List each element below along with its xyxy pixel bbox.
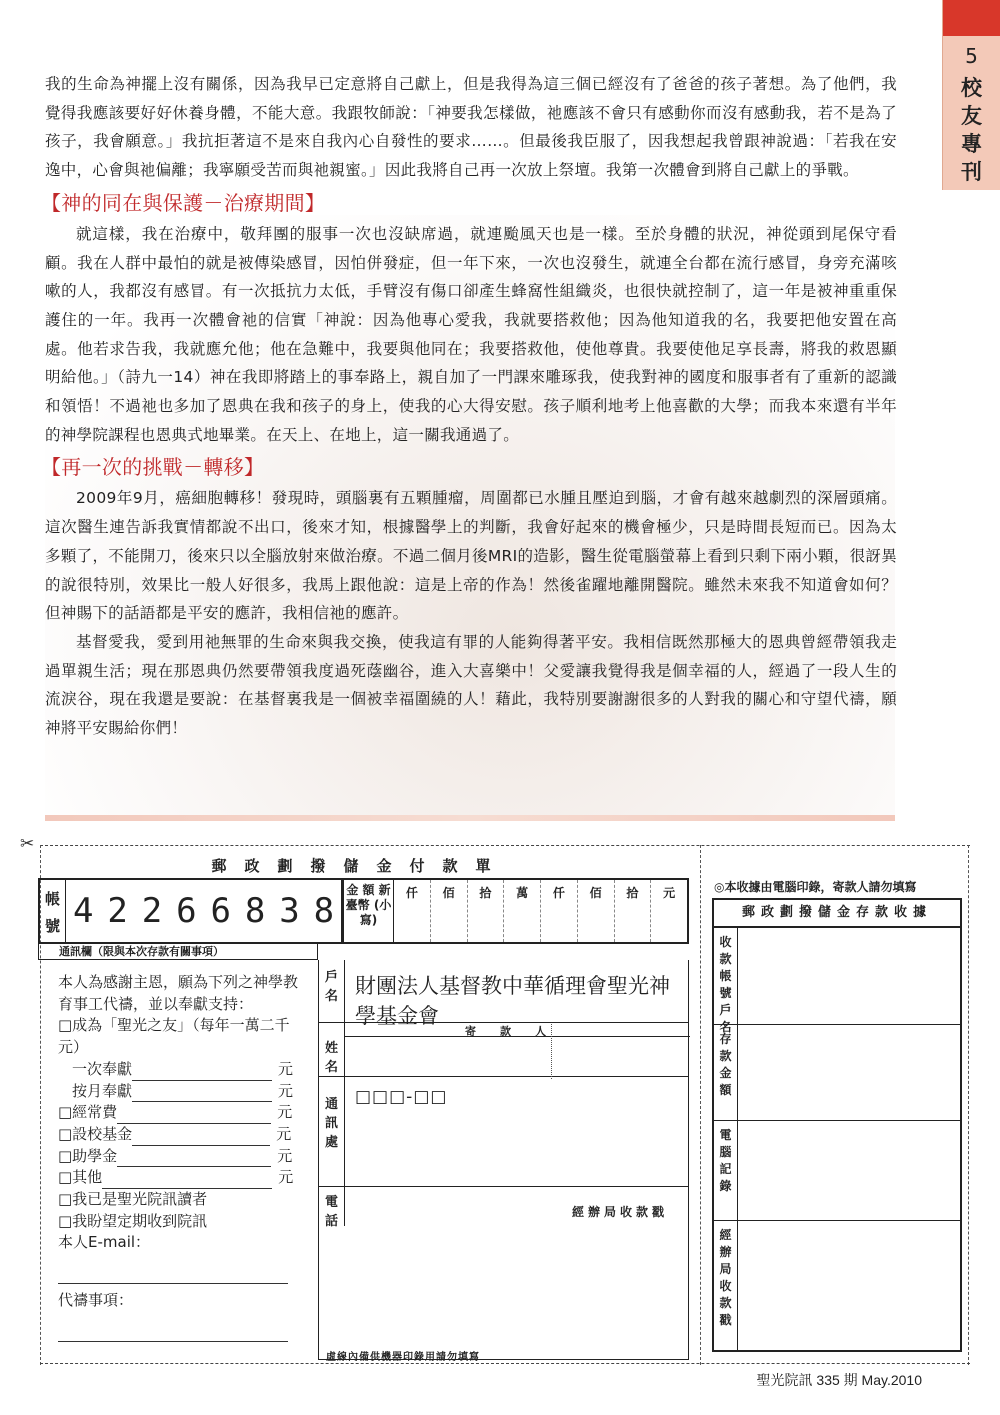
prayer-field[interactable] [58, 1312, 288, 1342]
unit-label: 元 [276, 1124, 292, 1143]
tab-accent [943, 0, 1000, 36]
receipt-row [714, 928, 960, 1034]
scholarship-amount-field[interactable] [117, 1150, 271, 1167]
founding-amount-field[interactable] [132, 1129, 270, 1146]
section-tab [942, 0, 1000, 190]
account-digit: 2 [107, 891, 128, 931]
amount-unit[interactable]: 佰 [431, 880, 468, 942]
email-label: 本人E-mail： [58, 1233, 151, 1252]
postal-stamp-label: 經辦局收款戳 [571, 1205, 668, 1219]
section-heading: 【再一次的挑戰－轉移】 [41, 455, 265, 480]
article-body [41, 70, 897, 743]
other-amount-field[interactable] [102, 1172, 272, 1189]
option-founding[interactable]: □設校基金 [58, 1124, 133, 1143]
receipt-table [712, 928, 962, 1352]
amount-columns [394, 880, 687, 942]
amount-unit[interactable]: 仟 [394, 880, 431, 942]
account-label: 帳號 [40, 880, 66, 942]
cut-line [700, 845, 701, 1365]
option-other[interactable]: □其他 [58, 1168, 103, 1187]
account-digit: 6 [176, 891, 197, 931]
unit-label: 元 [278, 1168, 294, 1187]
email-field[interactable] [58, 1254, 288, 1284]
unit-label: 元 [277, 1146, 293, 1165]
receipt-title: 郵政劃撥儲金存款收據 [712, 898, 962, 928]
account-digit: 4 [72, 891, 94, 931]
amount-unit[interactable]: 元 [663, 886, 676, 900]
sender-name-row [319, 1022, 688, 1076]
memo-intro: 本人為感謝主恩，願為下列之神學教育事工代禱，並以奉獻支持： [58, 973, 299, 1013]
unit-label: 元 [278, 1081, 294, 1100]
receipt-account-label: 收款帳號戶名 [714, 928, 738, 1024]
page-number: 5 [965, 44, 978, 68]
paragraph: 基督愛我，愛到用祂無罪的生命來與我交換，使我這有罪的人能夠得著平安。我相信既然那極大的恩典曾經帶領我走過單親生活；現在那恩典仍然要帶領我度過死蔭幽谷，進入大喜樂中！父愛讓我覺得我是個幸福的人，經過了一段人生的流淚谷，現在我還是要說：在基督裏我是一個被幸福圍繞的人！藉此，我特別要謝謝很多的人對我的關心和守望代禱，願神將平安賜給你們！ [45, 632, 897, 738]
receipt-record-label: 電腦記錄 [714, 1121, 738, 1220]
phone-label: 電話 [319, 1187, 345, 1226]
amount-unit[interactable]: 佰 [578, 880, 615, 942]
option-friend[interactable]: □成為「聖光之友」（每年一萬二千元） [58, 1016, 290, 1057]
divider-bar [45, 815, 895, 821]
amount-box [343, 878, 689, 944]
address-row[interactable] [319, 1076, 688, 1186]
regular-amount-field[interactable] [117, 1107, 271, 1124]
account-digit: 8 [244, 891, 266, 931]
account-digit: 8 [313, 891, 335, 931]
scissors-icon: ✂ [20, 834, 35, 854]
receipt-stamp-label: 經辦局收款戳 [714, 1221, 738, 1350]
monthly-label: 按月奉獻 [72, 1081, 133, 1100]
cut-line [968, 845, 969, 1365]
amount-unit[interactable]: 拾 [615, 880, 652, 942]
amount-unit[interactable]: 萬 [504, 880, 541, 942]
payee-label: 戶名 [319, 960, 345, 1022]
phone-row[interactable] [319, 1186, 688, 1229]
paragraph: 2009年9月，癌細胞轉移！發現時，頭腦裏有五顆腫瘤，周圍都已水腫且壓迫到腦，才會有越來越劇烈的深層頭痛。這次醫生連告訴我實情都說不出口，後來才知，根據醫學上的判斷，我會好起來的機會極少，只是時間長短而已。因為太多顆了，不能開刀，後來只以全腦放射來做治療。不過二個月後MRI的造影，醫生從電腦螢幕上看到只剩下兩小顆，很訝異的說很特別，效果比一般人好很多，我馬上跟他說：這是上帝的作為！然後雀躍地離開醫院。雖然未來我不知道會如何？但神賜下的話語都是平安的應許，我相信祂的應許。 [45, 489, 897, 623]
account-digits [66, 880, 341, 942]
unit-label: 元 [278, 1059, 294, 1078]
amount-label: 金 額 新臺幣 (小寫) [344, 880, 394, 942]
prayer-label: 代禱事項： [58, 1291, 134, 1310]
payee-section [318, 960, 689, 1360]
memo-section [58, 972, 308, 1342]
option-want-news[interactable]: □我盼望定期收到院訊 [58, 1211, 208, 1230]
amount-unit[interactable]: 拾 [468, 880, 505, 942]
once-label: 一次奉獻 [72, 1059, 133, 1078]
field-divider [551, 1024, 552, 1079]
option-regular[interactable]: □經常費 [58, 1103, 118, 1122]
section-title: 校友專刊 [961, 76, 982, 184]
machine-note: 虛線內備供機器印錄用請勿填寫 [326, 1352, 480, 1363]
option-scholarship[interactable]: □助學金 [58, 1146, 118, 1165]
receipt-note: ◎本收據由電腦印錄，寄款人請勿填寫 [714, 880, 917, 894]
account-digit: 2 [141, 891, 163, 931]
account-digit: 6 [210, 891, 231, 931]
receipt-row [714, 1024, 960, 1120]
form-title: 郵政劃撥儲金付款單 [211, 857, 509, 875]
account-digit: 3 [279, 891, 300, 931]
monthly-amount-field[interactable] [132, 1085, 272, 1102]
section-heading: 【神的同在與保護－治療期間】 [41, 190, 326, 215]
payee-row [319, 960, 688, 1028]
cut-line [40, 845, 970, 846]
payee-name: 財團法人基督教中華循理會聖光神學基金會 [355, 974, 670, 1028]
receipt-row [714, 1220, 960, 1350]
page-footer: 聖光院訊 335 期 May.2010 [756, 1372, 922, 1388]
memo-header: 通訊欄（限與本次存款有關事項） [38, 944, 318, 960]
address-label: 通訊處 [319, 1077, 345, 1186]
receipt-amount-label: 存款金額 [714, 1025, 738, 1120]
zip-field[interactable]: □□□-□□ [355, 1087, 448, 1107]
cut-line [40, 1363, 970, 1364]
paragraph: 我的生命為神擺上沒有關係，因為我早已定意將自己獻上，但是我得為這三個已經沒有了爸爸的孩子著想。為了他們，我覺得我應該要好好休養身體，不能大意。我跟牧師說：「神要我怎樣做，祂應該不會只有感動你而沒有感動我，若不是為了孩子，我會願意。」我抗拒著這不是來自我內心自發性的要求……。但最後我臣服了，因我想起我曾跟神說過：「若我在安逸中，心會與祂偏離；我寧願受苦而與祂親蜜。」因此我將自己再一次放上祭壇。我第一次體會到將自己獻上的爭戰。 [45, 75, 897, 180]
paragraph: 就這樣，我在治療中，敬拜團的服事一次也沒缺席過，就連颱風天也是一樣。至於身體的狀況，神從頭到尾保守看顧。我在人群中最怕的就是被傳染感冒，因怕併發症，但一年下來，一次也沒發生，就連全台都在流行感冒，身旁充滿咳嗽的人，我都沒有感冒。有一次抵抗力太低，手臂沒有傷口卻產生蜂窩性組織炎，也很快就控制了，這一年是被神重重保護住的一年。我再一次體會祂的信實「神說：因為他專心愛我，我就要搭救他；因為他知道我的名，我要把他安置在高處。他若求告我，我就應允他；他在急難中，我要與他同在；我要搭救他，使他尊貴。我要使他足享長壽，將我的救恩顯明給他。」（詩九一14）神在我即將踏上的事奉路上，親自加了一門課來雕琢我，使我對神的國度和服事者有了重新的認識和領悟！不過祂也多加了恩典在我和孩子的身上，使我的心大得安慰。孩子順利地考上他喜歡的大學；而我本來還有半年的神學院課程也恩典式地畢業。在天上、在地上，這一關我通過了。 [45, 224, 897, 444]
once-amount-field[interactable] [132, 1064, 272, 1081]
receipt-row [714, 1120, 960, 1220]
sender-header: 寄款人 [345, 1023, 690, 1037]
unit-label: 元 [277, 1103, 293, 1122]
name-label: 姓名 [319, 1023, 345, 1076]
amount-unit[interactable]: 仟 [541, 880, 578, 942]
account-number-box [38, 878, 343, 944]
option-reader[interactable]: □我已是聖光院訊讀者 [58, 1190, 208, 1209]
